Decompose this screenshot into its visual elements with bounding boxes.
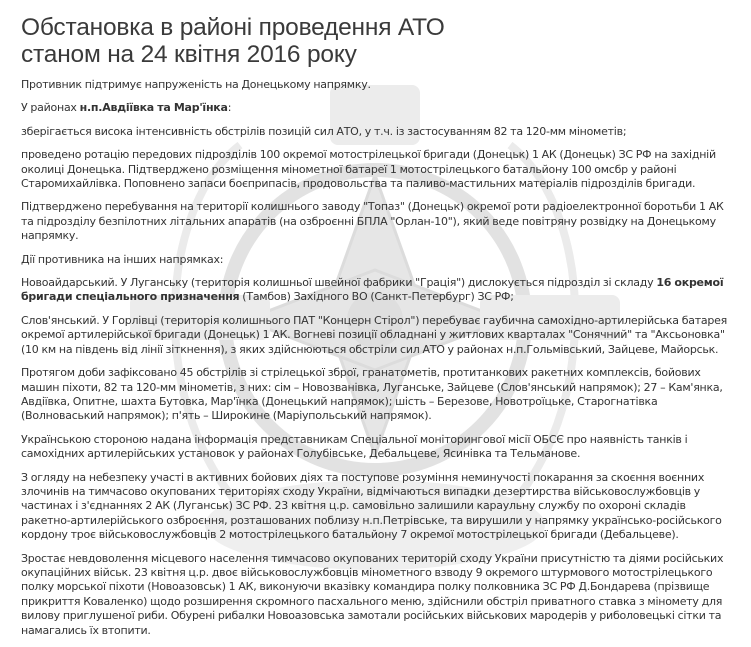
districts-prefix: У районах xyxy=(21,101,80,115)
news-article xyxy=(21,14,733,647)
paragraph-novoaidarskyi xyxy=(21,276,733,305)
article-title-line-1: Обстановка в районі проведення АТО xyxy=(21,14,445,41)
paragraph-shelling-intensity: зберігається висока інтенсивність обстрілів позицій сил АТО, у т.ч. із застосуванням 82 та 120-мм мінометів; xyxy=(21,124,627,138)
article-title-line-2: станом на 24 квітня 2016 року xyxy=(21,41,357,68)
paragraph-other-directions: Дії противника на інших напрямках: xyxy=(21,252,224,266)
paragraph-rotation: проведено ротацію передових підрозділів 100 окремої мотострілецької бригади (Донецьк) 1 АК (Донецьк) ЗС РФ на західній околиці Донецька. Підтверджено розміщення мінометної батареї 1 мотострілецького батальйону 100 омсбр у районі Старомихайлівка. Поповнено запаси боєприпасів, продовольства та паливо-мастильних матеріалів підрозділів бригади. xyxy=(21,148,716,191)
paragraph-desertion: З огляду на небезпеку участі в активних бойових діях та поступове розуміння неминучості покарання за скоєння воєнних злочинів на тимчасово окупованих територіях сходу України, відмічаються випадки дезертирства військовослужбовців у частинах і з'єднаннях 2 АК (Луганськ) ЗС РФ. 23 квітня ц.р. самовільно залишили караульну службу по охороні складів ракетно-артилерійського озброєння, розташованих поблизу н.п.Петрівське, та вирушили у напрямку українсько-російського кордону троє військовослужбовців 2 мотострілецького батальйону 7 окремої мотострілецької бригади (Дебальцеве). xyxy=(21,470,722,542)
paragraph-shelling-count: Протягом доби зафіксовано 45 обстрілів зі стрілецької зброї, гранатометів, протитанкових ракетних комплексів, бойових машин піхоти, 82 та 120-мм мінометів, з них: сім – Новозванівка, Луганське, Зайцеве (Слов'янський напрямок); 27 – Кам'янка, Авдіївка, Опитне, шахта Бутовка, Мар'їнка (Донецький напрямок); шість – Березове, Новотроїцьке, Старогнатівка (Волноваський напрямок); п'ять – Широкине (Маріупольський напрямок). xyxy=(21,366,723,423)
paragraph-discontent: Зростає невдоволення місцевого населення тимчасово окупованих територій сходу України присутністю та діями російських окупаційних військ. 23 квітня ц.р. двоє військовослужбовців мінометного взводу 9 окремого штурмового мотострілецького полку морської піхоти (Новоазовськ) 1 АК, виконуючи вказівку командира полку полковника ЗС РФ Д.Бондарева (прізвище прикриття Коваленко) щодо розширення скромного пасхального меню, здійснили обстріл приватного ставка з міномету для вилову приглушеної риби. Обурені рибалки Новоазовська замотали російських військових мародерів у риболовецькі сітки та намагались їх втопити. xyxy=(21,551,724,637)
paragraph-topaz-plant: Підтверджено перебування на території колишнього заводу "Топаз" (Донецьк) окремої роти радіоелектронної боротьби 1 АК та підрозділу безпілотних літальних апаратів (на озброєнні БПЛА "Орлан-10"), який веде повітряну розвідку на Донецькому напрямку. xyxy=(21,200,724,243)
novoaidarskyi-suffix: (Тамбов) Західного ВО (Санкт-Петербург) ЗС РФ; xyxy=(239,290,514,304)
novoaidarskyi-bold: 16 окремої бригади спеціального призначення xyxy=(21,276,724,304)
paragraph-districts xyxy=(21,101,733,115)
article-title xyxy=(21,14,733,68)
districts-bold: н.п.Авдіївка та Мар'їнка xyxy=(79,101,228,115)
novoaidarskyi-prefix: Новоайдарський. У Луганську (територія колишньої швейної фабрики "Грація") дислокується підрозділ зі складу xyxy=(21,276,657,290)
paragraph-intro: Противник підтримує напруженість на Донецькому напрямку. xyxy=(21,78,371,91)
paragraph-sloviansk: Слов'янський. У Горлівці (територія колишнього ПАТ "Концерн Стірол") перебуває гаубична самохідно-артилерійська батарея окремої артилерійської бригади (Донецьк) 1 АК. Вогневі позиції обладнані у житлових кварталах "Сонячний" та "Аксьоновка" (10 км на південь від лінії зіткнення), з яких здійснюються обстріли сил АТО у районах н.п.Гольмівський, Зайцеве, Майорськ. xyxy=(21,313,728,356)
paragraph-osce: Українською стороною надана інформація представникам Спеціальної моніторингової місії ОБСЄ про наявність танків і самохідних артилерійських установок у районах Голубівське, Дебальцеве, Ясинівка та Тельманове. xyxy=(21,432,688,461)
districts-suffix: : xyxy=(227,101,232,115)
